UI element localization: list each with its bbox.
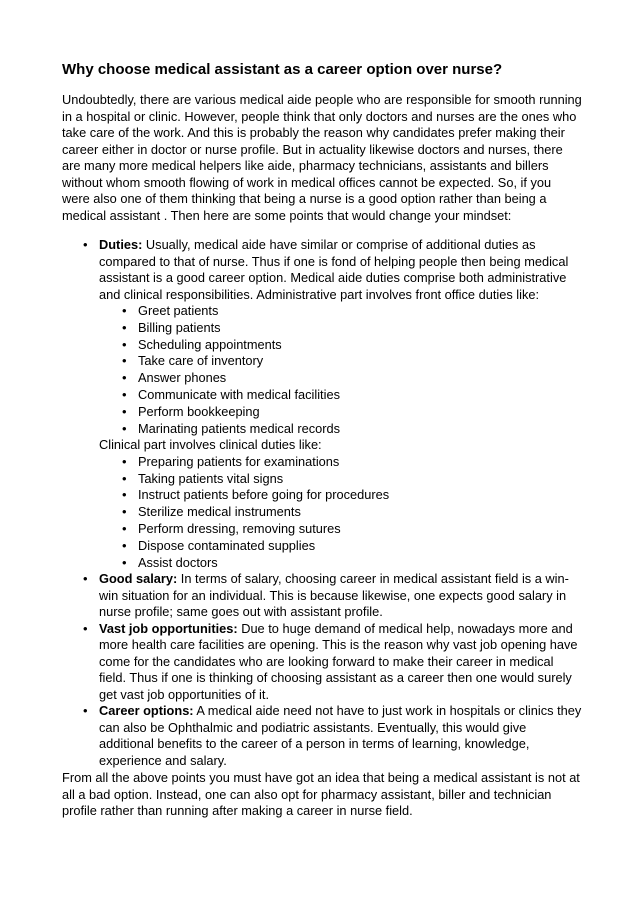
point-heading: Good salary: <box>99 571 178 587</box>
list-item: • Assist doctors <box>138 555 582 572</box>
point-heading: Duties: <box>99 237 143 252</box>
list-item-good-salary <box>99 571 582 621</box>
list-item: • Taking patients vital signs <box>138 471 582 488</box>
list-item: • Perform dressing, removing sutures <box>138 521 582 538</box>
list-item: • Communicate with medical facilities <box>138 387 582 404</box>
list-item: • Perform bookkeeping <box>138 404 582 421</box>
list-item: • Greet patients <box>138 303 582 320</box>
list-item: • Answer phones <box>138 370 582 387</box>
list-item: • Sterilize medical instruments <box>138 504 582 521</box>
point-text: A medical aide need not have to just work in hospitals or clinics they can also be Ophthalmic and podiatric assistants. Eventually, this would give additional benefits to the career of a person in terms of learning, knowledge, experience and salary. <box>99 703 582 768</box>
point-text: Due to huge demand of medical help, nowadays more and more health care facilities are opening. This is the reason why vast job opening have come for the candidates who are looking forward to make their career in medical field. Thus if one is thinking of choosing assistant as a career then one would surely get vast job opportunities of it. <box>99 620 578 702</box>
list-item: • Billing patients <box>138 320 582 337</box>
points-list <box>62 237 582 769</box>
point-text: Usually, medical aide have similar or comprise of additional duties as compared to that of nurse. Thus if one is fond of helping people then being medical assistant is a good career option. Medical aide duties comprise both administrative and clinical responsibilities. Administrative part involves front office duties like: <box>99 237 569 302</box>
page-title: Why choose medical assistant as a career option over nurse? <box>62 61 503 78</box>
clinical-duties-list <box>99 454 582 572</box>
list-item: • Preparing patients for examinations <box>138 454 582 471</box>
clinical-intro: Clinical part involves clinical duties like: <box>99 437 322 453</box>
list-item-duties <box>99 237 582 571</box>
list-item: • Take care of inventory <box>138 353 582 370</box>
point-text: In terms of salary, choosing career in medical assistant field is a win-win situation for an individual. This is because likewise, one expects good salary in nurse profile; same goes out with assistant profile. <box>99 571 569 620</box>
outro-paragraph: From all the above points you must have got an idea that being a medical assistant is not at all a bad option. Instead, one can also opt for pharmacy assistant, biller and technician profile rather than running after making a career in nurse field. <box>62 770 580 819</box>
document-page <box>62 60 582 820</box>
point-heading: Career options: <box>99 703 194 719</box>
admin-duties-list <box>99 303 582 437</box>
list-item-career-options <box>99 703 582 769</box>
point-heading: Vast job opportunities: <box>99 620 238 636</box>
list-item: • Dispose contaminated supplies <box>138 538 582 555</box>
list-item: • Instruct patients before going for procedures <box>138 487 582 504</box>
list-item: • Scheduling appointments <box>138 337 582 354</box>
intro-paragraph: Undoubtedly, there are various medical aide people who are responsible for smooth running in a hospital or clinic. However, people think that only doctors and nurses are the ones who take care of the work. And this is probably the reason why candidates prefer making their career either in doctor or nurse profile. But in actuality likewise doctors and nurses, there are many more medical helpers like aide, pharmacy technicians, assistants and billers without whom smooth flowing of work in medical offices cannot be expected. So, if you were also one of them thinking that being a nurse is a good option rather than being a medical assistant . Then here are some points that would change your mindset: <box>62 92 582 223</box>
list-item-vast-job-opportunities <box>99 621 582 704</box>
list-item: • Marinating patients medical records <box>138 421 582 438</box>
